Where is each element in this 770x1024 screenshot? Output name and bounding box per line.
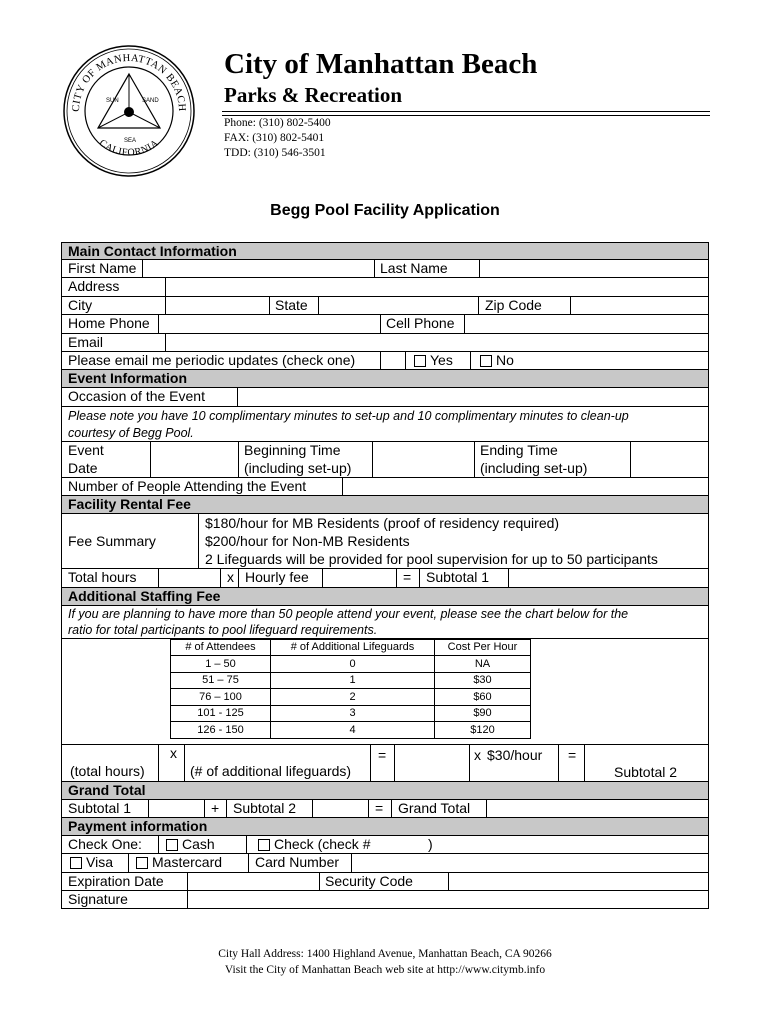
subtotal1-label: Subtotal 1	[426, 569, 490, 586]
visa-checkbox[interactable]	[70, 857, 82, 869]
table-header-row	[171, 639, 531, 656]
end-time-note: (including set-up)	[480, 459, 588, 476]
multiply-sign: x	[474, 746, 481, 763]
check-close-paren: )	[428, 835, 433, 852]
first-name-field[interactable]	[142, 260, 374, 278]
end-time-label: Ending Time	[480, 441, 558, 458]
hourly-fee-field[interactable]	[322, 569, 396, 587]
table-row	[171, 672, 531, 689]
svg-text:SEA: SEA	[124, 138, 137, 144]
subtotal1-field[interactable]	[508, 569, 709, 587]
row-check-one	[61, 836, 709, 854]
section-header-event: Event Information	[61, 370, 709, 388]
hourly-fee-label: Hourly fee	[245, 569, 309, 586]
yes-label: Yes	[430, 351, 453, 368]
event-label: Event	[68, 441, 104, 458]
application-form	[61, 242, 709, 909]
row-rental-calc	[61, 569, 709, 587]
table-row	[171, 722, 531, 739]
no-checkbox[interactable]	[480, 355, 492, 367]
row-fee-summary	[61, 514, 709, 569]
no-label: No	[496, 351, 514, 368]
row-city	[61, 297, 709, 315]
plus-sign: +	[211, 799, 220, 816]
total-hours-field[interactable]	[158, 569, 220, 587]
mastercard-label: Mastercard	[152, 854, 223, 871]
table-cell: 51 – 75	[171, 672, 271, 689]
footer-address: City Hall Address: 1400 Highland Avenue, Manhattan Beach, CA 90266	[218, 948, 552, 960]
lifeguard-ratio-table	[170, 639, 531, 739]
visa-label: Visa	[86, 854, 113, 871]
signature-field[interactable]	[187, 891, 709, 909]
staffing-rate: $30/hour	[487, 746, 543, 763]
row-staffing-calc	[61, 745, 709, 782]
last-name-field[interactable]	[479, 260, 709, 278]
begin-time-field[interactable]	[372, 442, 474, 477]
row-name	[61, 260, 709, 278]
subtotal2-caption: Subtotal 2	[614, 763, 678, 780]
row-people	[61, 478, 709, 496]
footer-website: Visit the City of Manhattan Beach web site at http://www.citymb.info	[224, 964, 546, 976]
table-cell: $90	[435, 705, 531, 722]
table-cell: 1 – 50	[171, 656, 271, 673]
row-grand-total	[61, 800, 709, 818]
grand-subtotal1-field[interactable]	[148, 800, 204, 818]
header-rule	[222, 111, 710, 112]
fee-non-resident: $200/hour for Non-MB Residents	[205, 533, 410, 550]
section-header-rental: Facility Rental Fee	[61, 496, 709, 514]
total-hours-caption: (total hours)	[70, 762, 145, 779]
table-cell: NA	[435, 656, 531, 673]
event-date-field[interactable]	[150, 442, 238, 477]
svg-text:CITY OF MANHATTAN BEACH: CITY OF MANHATTAN BEACH	[70, 52, 188, 113]
card-number-field[interactable]	[351, 854, 709, 872]
occasion-label: Occasion of the Event	[68, 388, 205, 405]
department-subtitle: Parks & Recreation	[224, 83, 403, 107]
table-row	[171, 689, 531, 706]
email-field[interactable]	[165, 334, 709, 352]
header-rule	[222, 115, 710, 116]
form-title: Begg Pool Facility Application	[270, 202, 500, 219]
table-cell: 101 - 125	[171, 705, 271, 722]
home-phone-field[interactable]	[158, 315, 380, 333]
table-cell: 76 – 100	[171, 689, 271, 706]
cash-label: Cash	[182, 835, 215, 852]
state-field[interactable]	[318, 297, 478, 315]
tdd-number: TDD: (310) 546-3501	[224, 147, 326, 159]
city-seal-logo	[62, 44, 196, 178]
svg-text:SUN: SUN	[106, 98, 119, 104]
row-card-type	[61, 854, 709, 872]
home-phone-label: Home Phone	[68, 315, 150, 332]
zip-label: Zip Code	[485, 296, 542, 313]
section-header-staffing: Additional Staffing Fee	[61, 588, 709, 606]
section-header-payment: Payment information	[61, 818, 709, 836]
event-note-line1: Please note you have 10 complimentary minutes to set-up and 10 complimentary minutes to clean-up	[68, 408, 629, 423]
column-header: # of Additional Lifeguards	[271, 639, 435, 656]
updates-yes-option[interactable]	[414, 352, 453, 369]
updates-no-option[interactable]	[480, 352, 514, 369]
equals-sign: =	[403, 569, 412, 586]
check-option[interactable]	[258, 836, 370, 853]
table-cell: 126 - 150	[171, 722, 271, 739]
people-field[interactable]	[342, 478, 709, 496]
security-code-field[interactable]	[448, 873, 709, 891]
signature-label: Signature	[68, 891, 128, 908]
grand-total-field[interactable]	[486, 800, 709, 818]
cash-checkbox[interactable]	[166, 839, 178, 851]
cash-option[interactable]	[166, 836, 215, 853]
svg-text:CALIFORNIA: CALIFORNIA	[96, 137, 162, 159]
section-header-main-contact: Main Contact Information	[61, 242, 709, 260]
cell-phone-field[interactable]	[464, 315, 709, 333]
table-row	[171, 705, 531, 722]
grand-total-label: Grand Total	[398, 799, 471, 816]
table-cell: 1	[271, 672, 435, 689]
city-field[interactable]	[165, 297, 269, 315]
table-cell: 3	[271, 705, 435, 722]
city-title: City of Manhattan Beach	[224, 48, 538, 80]
row-staffing-note	[61, 606, 709, 639]
multiply-sign: x	[170, 744, 177, 761]
lifeguards-caption: (# of additional lifeguards)	[190, 762, 352, 779]
row-signature	[61, 891, 709, 909]
section-header-grand-total: Grand Total	[61, 782, 709, 800]
mastercard-option[interactable]	[136, 854, 222, 871]
zip-field[interactable]	[570, 297, 709, 315]
check-label: Check (check #	[274, 835, 371, 852]
end-time-field[interactable]	[630, 442, 709, 477]
state-label: State	[275, 296, 308, 313]
staffing-note-line1: If you are planning to have more than 50 people attend your event, please see the chart below for the	[68, 606, 629, 621]
row-email	[61, 334, 709, 352]
multiply-sign: x	[227, 569, 234, 586]
people-label: Number of People Attending the Event	[68, 477, 307, 494]
row-lifeguard-chart	[61, 639, 709, 745]
row-occasion	[61, 388, 709, 406]
email-label: Email	[68, 333, 104, 350]
address-field[interactable]	[165, 278, 709, 296]
equals-sign: =	[378, 746, 387, 763]
grand-subtotal2-field[interactable]	[312, 800, 368, 818]
begin-time-label: Beginning Time	[244, 441, 341, 458]
table-row	[171, 656, 531, 673]
fee-summary-label: Fee Summary	[68, 533, 156, 550]
expiration-field[interactable]	[187, 873, 319, 891]
date-label: Date	[68, 459, 98, 476]
check-checkbox[interactable]	[258, 839, 270, 851]
column-header: # of Attendees	[171, 639, 271, 656]
staffing-note-line2: ratio for total participants to pool lifeguard requirements.	[68, 622, 378, 637]
card-number-label: Card Number	[255, 854, 340, 871]
first-name-label: First Name	[68, 260, 137, 276]
subtotal2-label: Subtotal 2	[233, 799, 297, 816]
fee-resident: $180/hour for MB Residents (proof of residency required)	[205, 515, 560, 532]
cell-phone-label: Cell Phone	[386, 315, 455, 332]
row-updates	[61, 352, 709, 370]
column-header: Cost Per Hour	[435, 639, 531, 656]
table-cell: $60	[435, 689, 531, 706]
phone-number: Phone: (310) 802-5400	[224, 117, 331, 129]
equals-sign: =	[375, 799, 384, 816]
row-phone	[61, 315, 709, 333]
table-cell: $120	[435, 722, 531, 739]
begin-time-note: (including set-up)	[244, 459, 352, 476]
subtotal1-label: Subtotal 1	[68, 799, 132, 816]
event-note-line2: courtesy of Begg Pool.	[68, 425, 194, 440]
equals-sign: =	[568, 746, 577, 763]
row-event-times	[61, 442, 709, 478]
row-expiration	[61, 873, 709, 891]
staffing-product-field[interactable]	[394, 745, 469, 781]
fax-number: FAX: (310) 802-5401	[224, 132, 325, 144]
total-hours-label: Total hours	[68, 569, 137, 586]
mastercard-checkbox[interactable]	[136, 857, 148, 869]
yes-checkbox[interactable]	[414, 355, 426, 367]
city-label: City	[68, 296, 93, 313]
row-address	[61, 278, 709, 296]
occasion-field[interactable]	[237, 388, 709, 406]
security-code-label: Security Code	[325, 872, 413, 889]
table-cell: 4	[271, 722, 435, 739]
last-name-label: Last Name	[380, 260, 448, 276]
address-label: Address	[68, 278, 120, 295]
table-cell: 0	[271, 656, 435, 673]
check-one-label: Check One:	[68, 835, 142, 852]
fee-lifeguards: 2 Lifeguards will be provided for pool supervision for up to 50 participants	[205, 551, 658, 568]
updates-label: Please email me periodic updates (check one)	[68, 351, 356, 368]
table-cell: $30	[435, 672, 531, 689]
table-cell: 2	[271, 689, 435, 706]
visa-option[interactable]	[70, 854, 113, 871]
expiration-label: Expiration Date	[68, 872, 164, 889]
row-event-note	[61, 407, 709, 442]
svg-text:SAND: SAND	[142, 98, 159, 104]
